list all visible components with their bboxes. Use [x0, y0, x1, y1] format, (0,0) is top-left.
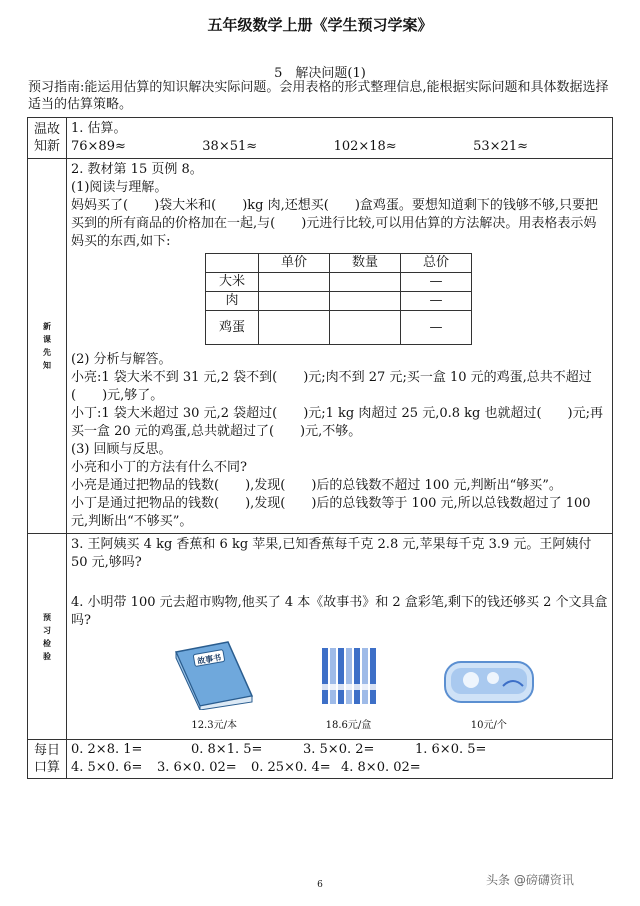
estimate-items [71, 138, 608, 156]
purchase-header: 数量 [330, 254, 401, 273]
purchase-cell [330, 311, 401, 345]
question-3: 3. 王阿姨买 4 kg 香蕉和 6 kg 苹果,已知香蕉每千克 2.8 元,苹果每千克 3.9 元。王阿姨付 50 元,够吗? [71, 537, 592, 570]
mental-item: 3. 6×0. 02= [157, 760, 237, 775]
color-pens-icon [318, 646, 378, 710]
estimate-item: 76×89≈ [71, 139, 126, 154]
reflect-question: 小亮和小丁的方法有什么不同? [71, 460, 247, 475]
mental-item: 4. 8×0. 02= [341, 760, 421, 775]
purchase-cell [330, 292, 401, 311]
mental-row-1 [71, 741, 608, 759]
step-analyze: (2) 分析与解答。 [71, 352, 172, 367]
mental-item: 1. 6×0. 5= [415, 742, 487, 757]
mental-item: 4. 5×0. 6= [71, 760, 143, 775]
mental-math-cell [67, 740, 613, 779]
mental-item: 0. 25×0. 4= [251, 760, 331, 775]
review-heading: 1. 估算。 [71, 121, 127, 136]
purchase-cell [259, 311, 330, 345]
watermark: 头条 @磅礴资讯 [486, 873, 574, 887]
purchase-header: 总价 [401, 254, 472, 273]
purchase-cell: — [401, 292, 472, 311]
purchase-cell [259, 292, 330, 311]
step-read: (1)阅读与理解。 [71, 180, 168, 195]
estimate-item: 53×21≈ [473, 139, 528, 154]
estimate-item: 102×18≈ [333, 139, 397, 154]
paragraph-reading: 妈妈买了( )袋大米和( )kg 肉,还想买( )盒鸡蛋。要想知道剩下的钱够不够,只要把买到的所有商品的价格加在一起,与( )元进行比较,可以用估算的方法解决。用表格表示妈妈买的东西,如下: [71, 198, 599, 249]
pencil-case-icon [441, 656, 537, 710]
mental-item: 0. 8×1. 5= [191, 742, 263, 757]
purchase-cell: 鸡蛋 [206, 311, 259, 345]
mental-item: 0. 2×8. 1= [71, 742, 143, 757]
purchase-cell [259, 273, 330, 292]
paragraph-reflect-2: 小丁是通过把物品的钱数( ),发现( )后的总钱数等于 100 元,所以总钱数超过了 100 元,判断出“不够买”。 [71, 496, 591, 529]
page-title: 五年级数学上册《学生预习学案》 [207, 16, 433, 34]
purchase-cell: 肉 [206, 292, 259, 311]
mental-item: 3. 5×0. 2= [303, 742, 375, 757]
check-cell [67, 534, 613, 740]
review-cell [67, 118, 613, 159]
book-title-label: 故事书 [196, 651, 223, 666]
lesson-subtitle: 5 解决问题(1) [274, 66, 366, 81]
pencil-case-price: 10元/个 [470, 720, 507, 731]
purchase-cell: — [401, 311, 472, 345]
book-icon [172, 638, 256, 710]
section-label-mental: 每日口算 [28, 740, 67, 779]
book-product [172, 638, 256, 735]
paragraph-xiaoding: 小丁:1 袋大米超过 30 元,2 袋超过( )元;1 kg 肉超过 25 元,0.8 kg 也就超过( )元;再买一盒 20 元的鸡蛋,总共就超过了( )元,不够。 [71, 406, 603, 439]
section-label-new: 新课先知 [28, 159, 67, 534]
section-label-check: 预习检验 [28, 534, 67, 740]
page-number: 6 [317, 880, 323, 890]
example-heading: 2. 教材第 15 页例 8。 [71, 162, 203, 177]
new-lesson-cell [67, 159, 613, 534]
estimate-item: 38×51≈ [202, 139, 258, 154]
paragraph-reflect-1: 小亮是通过把物品的钱数( ),发现( )后的总钱数不超过 100 元,判断出“够买”。 [71, 478, 562, 493]
step-reflect: (3) 回顾与反思。 [71, 442, 172, 457]
pencil-case-product [441, 656, 537, 735]
worksheet-table [27, 117, 613, 779]
section-label-review: 温故知新 [28, 118, 67, 159]
question-4: 4. 小明带 100 元去超市购物,他买了 4 本《故事书》和 2 盒彩笔,剩下的钱还够买 2 个文具盒吗? [71, 595, 608, 628]
purchase-cell: 大米 [206, 273, 259, 292]
purchase-cell: — [401, 273, 472, 292]
paragraph-xiaoliang: 小亮:1 袋大米不到 31 元,2 袋不到( )元;肉不到 27 元;买一盒 10 元的鸡蛋,总共不超过( )元,够了。 [71, 370, 592, 403]
purchase-table [205, 253, 472, 345]
pen-price: 18.6元/盒 [325, 720, 372, 731]
preview-guide: 预习指南:能运用估算的知识解决实际问题。会用表格的形式整理信息,能根据实际问题和具体数据选择适当的估算策略。 [28, 80, 609, 112]
purchase-header [206, 254, 259, 273]
purchase-cell [330, 273, 401, 292]
product-images [71, 630, 608, 737]
mental-row-2 [71, 759, 608, 777]
book-price: 12.3元/本 [191, 720, 237, 731]
purchase-header: 单价 [259, 254, 330, 273]
pen-product [318, 646, 378, 735]
